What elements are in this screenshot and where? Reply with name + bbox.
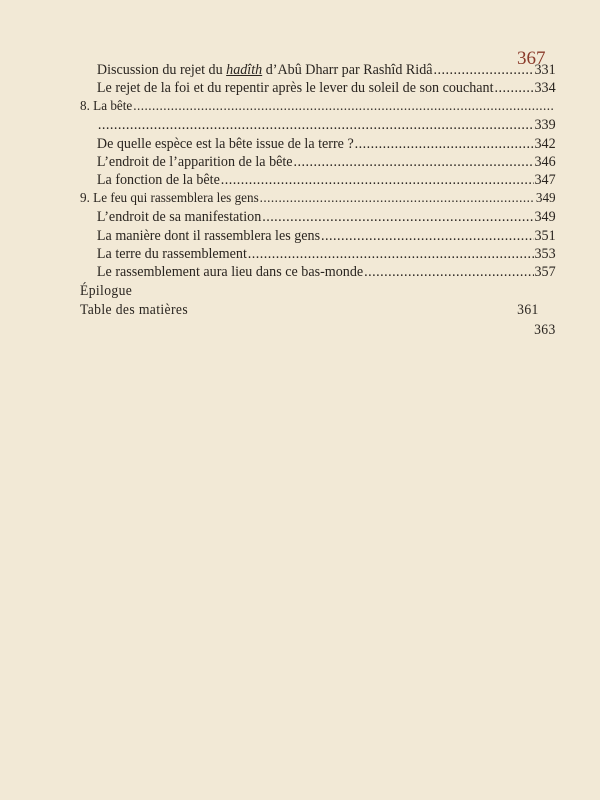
toc-entry [80,246,556,264]
toc-entry-page: 361 [517,302,539,319]
table-of-contents [80,62,555,341]
toc-entry-page: 339 [534,117,556,134]
toc-entry [80,172,556,190]
toc-entry-title: La fonction de la bête [96,172,220,189]
toc-entry-title: Le rassemblement aura lieu dans ce bas-monde [96,264,364,281]
dot-leader [494,80,533,97]
toc-entry [80,80,556,98]
toc-entry-title: La manière dont il rassemblera les gens [96,227,321,244]
dot-leader [433,62,533,79]
dot-leader [364,264,533,281]
toc-entry-page: 334 [534,80,556,97]
page-number: 367 [517,48,546,69]
toc-entry [80,62,556,80]
toc-entry [80,264,556,282]
dot-leader [293,154,533,171]
toc-entry [80,228,556,246]
toc-entry-title: Épilogue [80,282,133,299]
dot-leader [260,191,535,207]
toc-entry-title: Table des matières [80,302,188,319]
toc-entry-page: 349 [534,209,556,226]
toc-entry [80,117,556,135]
toc-entry-title: Le rejet de la foi et du repentir après le lever du soleil de son couchant [96,80,494,97]
toc-entry [80,154,556,172]
toc-chapter [80,99,556,117]
toc-entry [80,136,556,154]
toc-table-des-matieres [80,302,556,322]
toc-entry-title: La terre du rassemblement [96,245,247,262]
dot-leader [262,209,533,226]
toc-entry-title: 8. La bête [80,98,133,114]
toc-entry-title: Discussion du rejet du hadîth d’Abû Dharr par Rashîd Ridâ [96,62,433,78]
toc-entry-page: 349 [535,190,556,206]
toc-entry-title: L’endroit de sa manifestation [96,209,262,226]
dot-leader [133,99,555,115]
dot-leader [321,228,534,245]
dot-leader [221,172,534,189]
toc-entry-page: 347 [534,172,556,189]
toc-entry [80,322,556,342]
toc-entry-title: 9. Le feu qui rassemblera les gens [80,190,259,206]
toc-entry-title: L’endroit de l’apparition de la bête [96,153,293,170]
toc-entry-page: 331 [534,62,556,78]
toc-entry-page: 346 [534,153,556,170]
dot-leader [248,246,534,263]
toc-entry-page: 342 [534,135,556,152]
toc-entry [80,209,556,227]
toc-epilogue [80,283,556,303]
toc-chapter [80,191,556,209]
toc-entry-page: 357 [534,264,556,281]
dot-leader [98,117,534,134]
toc-entry-title: De quelle espèce est la bête issue de la terre ? [96,135,354,152]
toc-entry-page: 363 [534,321,556,338]
toc-entry-page: 353 [534,245,556,262]
dot-leader [355,136,534,153]
toc-entry-page: 351 [534,227,556,244]
